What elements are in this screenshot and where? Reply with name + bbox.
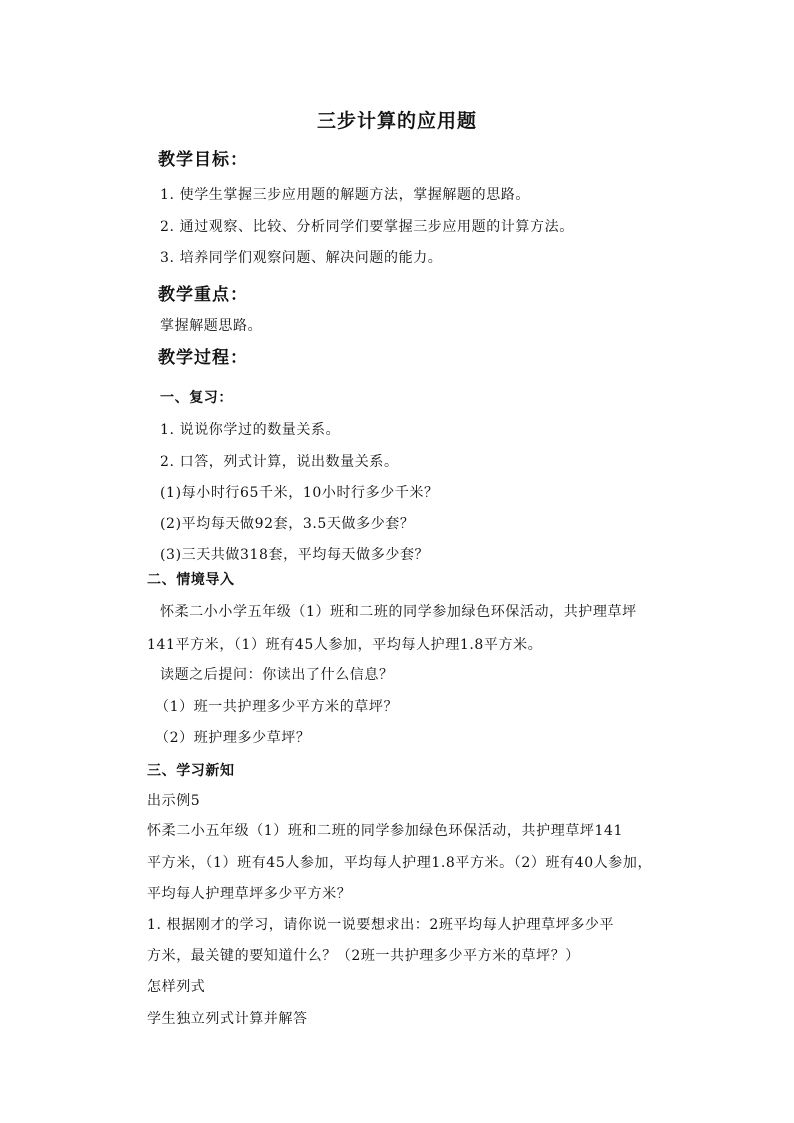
page-title: 三步计算的应用题	[316, 110, 477, 132]
example-paragraph-line-2: 平方米，（1）班有45人参加，平均每人护理1.8平方米。（2）班有40人参加，	[147, 855, 653, 871]
key-point-text: 掌握解题思路。	[160, 318, 263, 334]
review-item-5: (3)三天共做318套，平均每天做多少套？	[160, 547, 430, 563]
example-paragraph-line-1: 怀柔二小五年级（1）班和二班的同学参加绿色环保活动，共护理草坪141	[147, 823, 624, 839]
intro-heading: 二、情境导入	[147, 572, 235, 588]
example-paragraph-line-3: 平均每人护理草坪多少平方米？	[147, 886, 352, 902]
objectives-heading: 教学目标：	[158, 150, 248, 170]
review-item-3: (1)每小时行65千米，10小时行多少千米？	[160, 485, 439, 501]
example-label: 出示例5	[147, 793, 201, 809]
review-item-2: 2. 口答，列式计算，说出数量关系。	[160, 454, 399, 470]
objective-item-1: 1. 使学生掌握三步应用题的解题方法，掌握解题的思路。	[160, 187, 531, 203]
process-heading: 教学过程：	[158, 348, 248, 368]
intro-question: 读题之后提问：你读出了什么信息？	[160, 667, 394, 683]
objective-item-3: 3. 培养同学们观察问题、解决问题的能力。	[160, 250, 443, 266]
review-item-4: (2)平均每天做92套，3.5天做多少套？	[160, 516, 415, 532]
key-point-heading: 教学重点：	[158, 285, 248, 305]
intro-question-2: （2）班护理多少草坪？	[155, 730, 311, 746]
new-knowledge-heading: 三、学习新知	[147, 763, 235, 779]
intro-question-1: （1）班一共护理多少平方米的草坪？	[155, 699, 399, 715]
review-heading: 一、复习：	[160, 390, 233, 406]
intro-paragraph-line-1: 怀柔二小小学五年级（1）班和二班的同学参加绿色环保活动，共护理草坪	[160, 604, 637, 620]
review-item-1: 1. 说说你学过的数量关系。	[160, 422, 341, 438]
step-1-line-2: 方米，最关键的要知道什么？（2班一共护理多少平方米的草坪？）	[147, 948, 580, 964]
step-1-line-1: 1. 根据刚才的学习，请你说一说要想求出：2班平均每人护理草坪多少平	[147, 917, 615, 933]
intro-paragraph-line-2: 141平方米，（1）班有45人参加，平均每人护理1.8平方米。	[147, 637, 543, 653]
how-to-formulate: 怎样列式	[147, 979, 206, 995]
objective-item-2: 2. 通过观察、比较、分析同学们要掌握三步应用题的计算方法。	[160, 219, 574, 235]
solve-instruction: 学生独立列式计算并解答	[147, 1011, 308, 1027]
